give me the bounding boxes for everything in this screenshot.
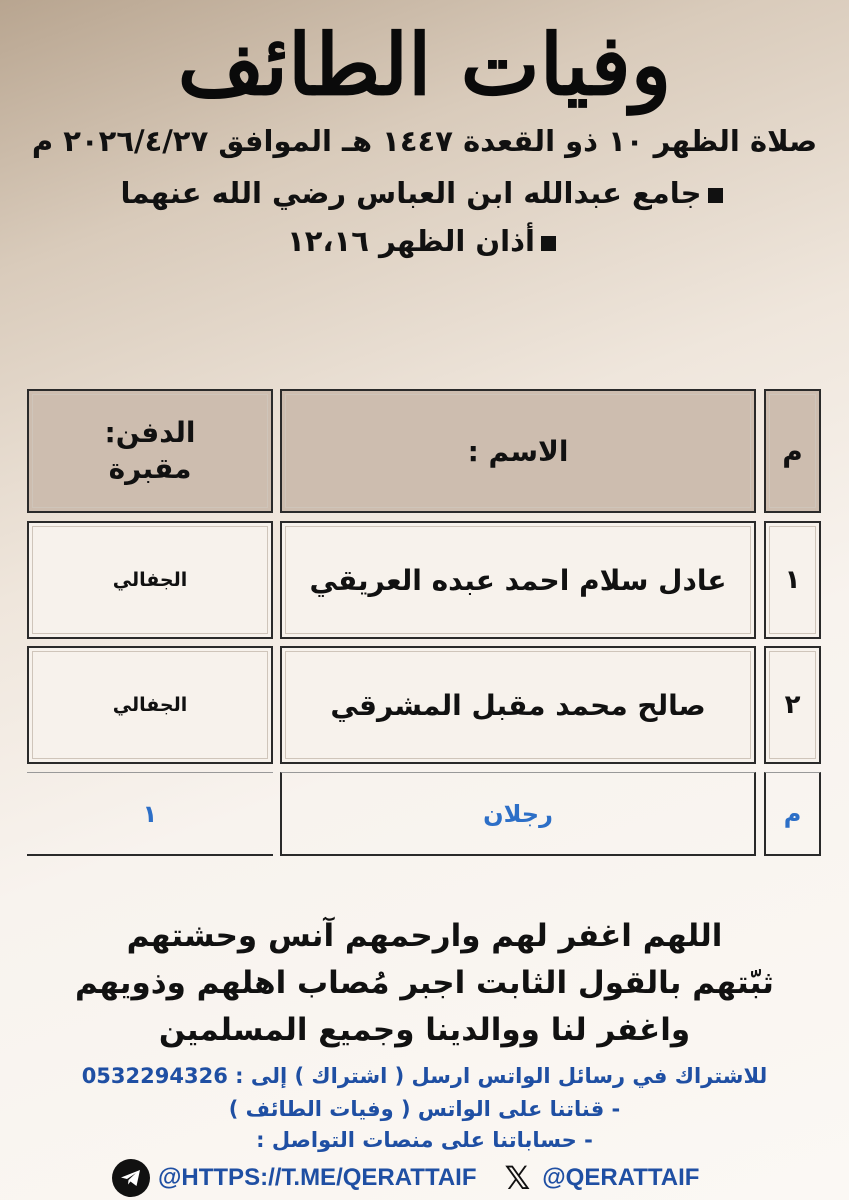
- header-name: الاسم :: [280, 389, 756, 513]
- social-bar: [112, 1158, 712, 1198]
- dua-line-2: ثبّتهم بالقول الثابت اجبر مُصاب اهلهم وذويهم: [75, 965, 774, 1001]
- dua-line-3: واغفر لنا ووالدينا وجميع المسلمين: [158, 1012, 691, 1048]
- dua-line-1: اللهم اغفر لهم وارحمهم آنس وحشتهم: [126, 918, 723, 954]
- channel-info: - قناتنا على الواتس ( وفيات الطائف ): [228, 1097, 621, 1121]
- header-num: م: [764, 389, 821, 513]
- summary-count: ١: [27, 772, 273, 856]
- subscribe-info: للاشتراك في رسائل الواتس ارسل ( اشتراك ) إلى : 0532294326: [81, 1064, 768, 1088]
- bullet-square-icon: [708, 188, 723, 203]
- summary-label: رجلان: [280, 772, 756, 856]
- table-row-1-name: عادل سلام احمد عبده العريقي: [280, 521, 756, 639]
- mosque-name: جامع عبدالله ابن العباس رضي الله عنهما: [120, 176, 702, 210]
- summary-num: م: [764, 772, 821, 856]
- table-row-1-num: ١: [764, 521, 821, 639]
- telegram-icon[interactable]: [112, 1159, 150, 1197]
- page-title: وفيات الطائف: [177, 15, 672, 114]
- telegram-link[interactable]: @HTTPS://T.ME/QERATTAIF: [158, 1164, 477, 1191]
- table-row-2-burial: الجفالي: [27, 646, 273, 764]
- adhan-time: أذان الظهر ١٢،١٦: [287, 224, 535, 258]
- x-logo-icon[interactable]: 𝕏: [504, 1159, 531, 1197]
- x-handle-link[interactable]: @QERATTAIF: [542, 1164, 700, 1191]
- table-row-1-burial: الجفالي: [27, 521, 273, 639]
- prayer-line: صلاة الظهر ١٠ ذو القعدة ١٤٤٧ هـ الموافق ٢٠٢٦/٤/٢٧ م: [31, 124, 818, 158]
- table-row-2-num: ٢: [764, 646, 821, 764]
- bullet-square-icon: [541, 236, 556, 251]
- header-burial: الدفن: مقبرة: [27, 389, 273, 513]
- accounts-info: - حساباتنا على منصات التواصل :: [256, 1128, 593, 1152]
- adhan-line: [0, 224, 849, 258]
- mosque-line: [0, 176, 849, 210]
- table-row-2-name: صالح محمد مقبل المشرقي: [280, 646, 756, 764]
